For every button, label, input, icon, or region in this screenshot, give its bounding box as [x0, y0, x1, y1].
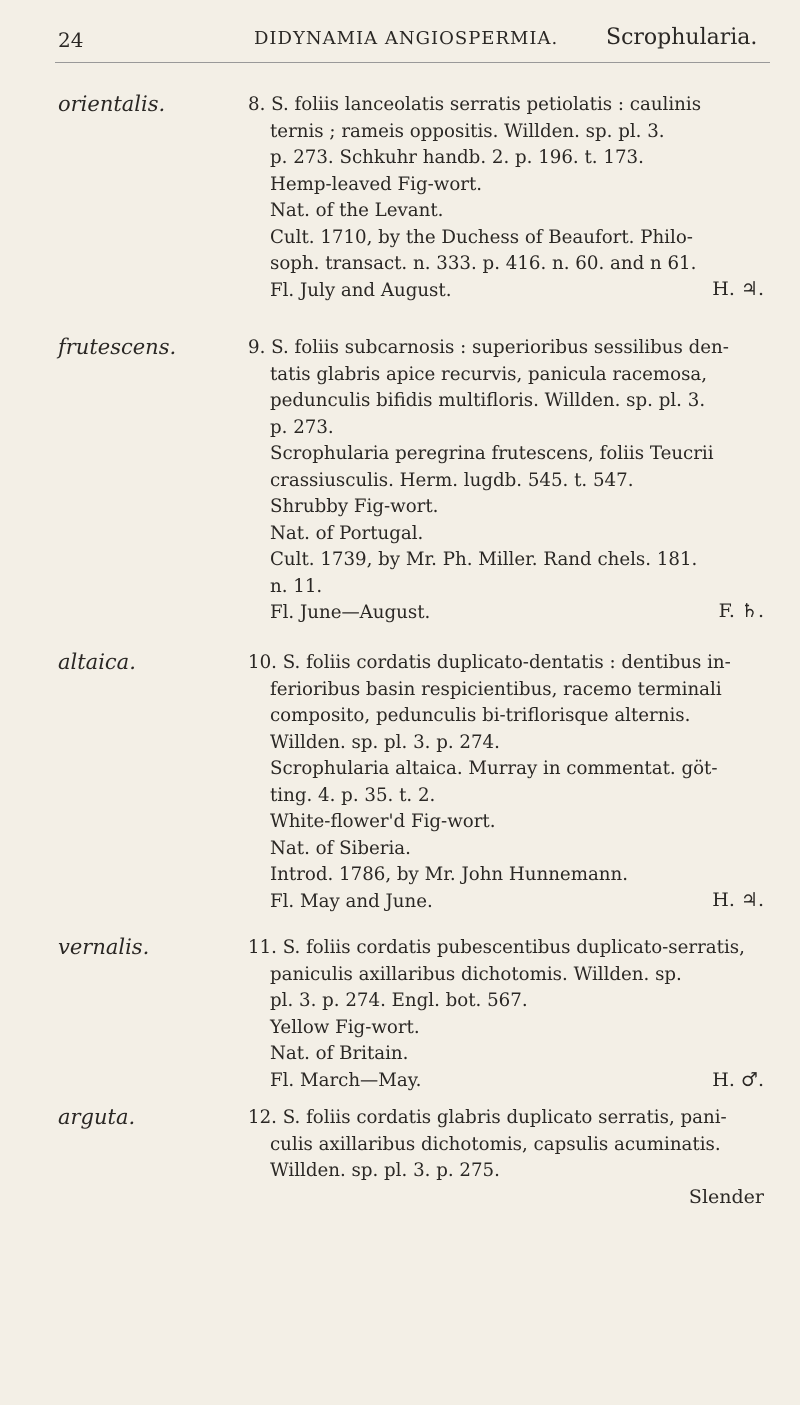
- description-line: Shrubby Fig-wort.: [270, 496, 439, 517]
- description-line: Introd. 1786, by Mr. John Hunnemann.: [270, 864, 628, 885]
- habit-tag: F. ♄.: [718, 600, 764, 622]
- species-epithet: altaica.: [58, 650, 136, 674]
- description-line: crassiusculis. Herm. lugdb. 545. t. 547.: [270, 469, 634, 491]
- description-line: tatis glabris apice recurvis, panicula racemosa,: [270, 363, 708, 385]
- description-line: Cult. 1710, by the Duchess of Beaufort. Philo-: [270, 226, 693, 248]
- habit-tag: H. ♃.: [712, 889, 764, 911]
- habit-tag: H. ♂.: [712, 1069, 764, 1091]
- description-line: Fl. March—May.: [270, 1069, 422, 1091]
- description-line: Nat. of Portugal.: [270, 522, 424, 544]
- description-line: Fl. May and June.: [270, 890, 433, 912]
- description-line: paniculis axillaribus dichotomis. Willden. sp.: [270, 963, 682, 985]
- species-description: [248, 335, 770, 627]
- description-line: Fl. July and August.: [270, 279, 452, 301]
- description-line: n. 11.: [270, 575, 323, 597]
- description-line: Fl. June—August.: [270, 602, 431, 623]
- page-number: 24: [58, 28, 84, 52]
- description-line: pedunculis bifidis multifloris. Willden. sp. pl. 3.: [270, 390, 706, 411]
- habit-tag: H. ♃.: [712, 278, 764, 300]
- description-line: Cult. 1739, by Mr. Ph. Miller. Rand chels. 181.: [270, 549, 698, 570]
- description-line: 9. S. foliis subcarnosis : superioribus sessilibus den-: [248, 337, 729, 358]
- description-line: Yellow Fig-wort.: [270, 1016, 420, 1038]
- species-epithet: frutescens.: [58, 335, 177, 359]
- description-line: ternis ; rameis oppositis. Willden. sp. pl. 3.: [270, 120, 665, 142]
- genus-heading: Scrophularia.: [606, 25, 758, 50]
- description-line: Nat. of Britain.: [270, 1043, 409, 1064]
- species-description: [248, 92, 770, 304]
- species-description: [248, 935, 770, 1094]
- species-epithet: vernalis.: [58, 935, 150, 959]
- description-line: ting. 4. p. 35. t. 2.: [270, 784, 436, 806]
- running-title: DIDYNAMIA ANGIOSPERMIA.: [254, 28, 559, 49]
- description-line: 12. S. foliis cordatis glabris duplicato serratis, pani-: [248, 1107, 727, 1128]
- description-line: Nat. of the Levant.: [270, 200, 444, 221]
- description-line: Nat. of Siberia.: [270, 837, 411, 859]
- description-line: Willden. sp. pl. 3. p. 274.: [270, 731, 500, 753]
- description-line: culis axillaribus dichotomis, capsulis acuminatis.: [270, 1133, 721, 1155]
- description-line: pl. 3. p. 274. Engl. bot. 567.: [270, 990, 528, 1011]
- description-line: p. 273.: [270, 416, 334, 438]
- species-epithet: orientalis.: [58, 92, 166, 116]
- description-line: 11. S. foliis cordatis pubescentibus duplicato-serratis,: [248, 937, 745, 958]
- page-header: [58, 25, 760, 58]
- description-line: White-flower'd Fig-wort.: [270, 811, 496, 832]
- header-rule: [55, 62, 770, 63]
- description-line: Willden. sp. pl. 3. p. 275.: [270, 1160, 500, 1181]
- description-line: 8. S. foliis lanceolatis serratis petiolatis : caulinis: [248, 94, 702, 115]
- description-line: ferioribus basin respicientibus, racemo terminali: [270, 678, 722, 700]
- description-line: soph. transact. n. 333. p. 416. n. 60. and n 61.: [270, 253, 697, 274]
- description-line: composito, pedunculis bi-triflorisque alternis.: [270, 705, 691, 726]
- description-line: Scrophularia altaica. Murray in commentat. göt-: [270, 758, 718, 779]
- species-description: [248, 1105, 770, 1185]
- description-line: 10. S. foliis cordatis duplicato-dentatis : dentibus in-: [248, 652, 731, 673]
- species-epithet: arguta.: [58, 1105, 136, 1129]
- description-line: p. 273. Schkuhr handb. 2. p. 196. t. 173.: [270, 147, 644, 168]
- description-line: Scrophularia peregrina frutescens, foliis Teucrii: [270, 443, 714, 464]
- description-line: Hemp-leaved Fig-wort.: [270, 173, 483, 195]
- catchword: Slender: [688, 1186, 764, 1208]
- species-description: [248, 650, 770, 915]
